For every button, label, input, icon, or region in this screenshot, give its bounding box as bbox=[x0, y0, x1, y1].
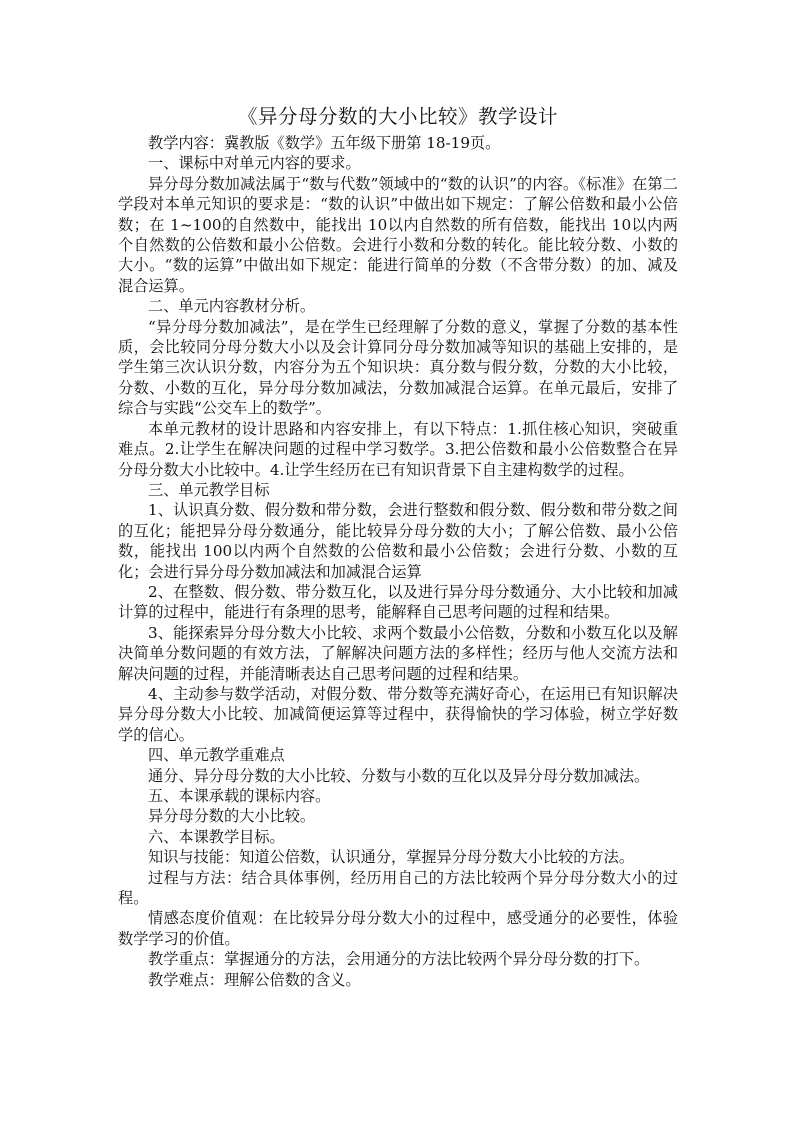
teaching-key-point: 教学重点：掌握通分的方法，会用通分的方法比较两个异分母分数的打下。 bbox=[148, 950, 650, 969]
paragraph-material-analysis: “异分母分数加减法”，是在学生已经理解了分数的意义，掌握了分数的基本性质，会比较同分母分数大小以及会计算同分母分数加减等知识的基础上安排的，是学生第三次认识分数，内容分为五个知识块：真分数与假分数，分数的大小比较，分数、小数的互化，异分母分数加减法，分数加减混合运算。在单元最后，安排了综合与实践“公交车上的数学”。 bbox=[118, 317, 678, 418]
section-heading-5: 五、本课承载的课标内容。 bbox=[148, 787, 331, 805]
teaching-difficulty: 教学难点：理解公倍数的含义。 bbox=[148, 970, 361, 989]
section-heading-6: 六、本课教学目标。 bbox=[148, 827, 285, 846]
section-heading-2: 二、单元内容教材分析。 bbox=[148, 297, 316, 316]
goal-item-1: 1、认识真分数、假分数和带分数，会进行整数和假分数、假分数和带分数之间的互化；能把异分母分数通分，能比较异分母分数的大小；了解公倍数、最小公倍数，能找出 100以内两个自然数的公倍数和最小公倍数；会进行分数、小数的互化；会进行异分母分数加减法和加减混合运算 bbox=[118, 501, 678, 581]
section-heading-1: 一、课标中对单元内容的要求。 bbox=[148, 154, 361, 173]
section-heading-3: 三、单元教学目标 bbox=[148, 480, 270, 499]
section-heading-4: 四、单元教学重难点 bbox=[148, 746, 285, 765]
objective-process-method: 过程与方法：结合具体事例，经历用自己的方法比较两个异分母分数大小的过程。 bbox=[118, 868, 678, 908]
paragraph-curriculum-requirements: 异分母分数加减法属于“数与代数”领域中的“数的认识”的内容。《标准》在第二学段对本单元知识的要求是：“数的认识”中做出如下规定：了解公倍数和最小公倍数；在 1~100的自然数中，能找出 10以内自然数的所有倍数，能找出 10以内两个自然数的公倍数和最小公倍数。会进行小数和分数的转化。能比较分数、小数的大小。“数的运算”中做出如下规定：能进行简单的分数（不含带分数）的加、减及混合运算。 bbox=[118, 174, 678, 295]
objective-knowledge-skills: 知识与技能：知道公倍数，认识通分，掌握异分母分数大小比较的方法。 bbox=[148, 848, 634, 867]
goal-item-3: 3、能探索异分母分数大小比较、求两个数最小公倍数，分数和小数互化以及解决简单分数问题的有效方法，了解解决问题方法的多样性；经历与他人交流方法和解决问题的过程，并能清晰表达自己思考问题的过程和结果。 bbox=[118, 623, 678, 683]
goal-item-4: 4、主动参与数学活动，对假分数、带分数等充满好奇心，在运用已有知识解决异分母分数大小比较、加减简便运算等过程中，获得愉快的学习体验，树立学好数学的信心。 bbox=[118, 684, 678, 744]
teaching-content-line: 教学内容：冀教版《数学》五年级下册第 18-19页。 bbox=[148, 134, 501, 152]
paragraph-design-features: 本单元教材的设计思路和内容安排上，有以下特点：1.抓住核心知识，突破重难点。2.让学生在解决问题的过程中学习数学。3.把公倍数和最小公倍数整合在异分母分数大小比较中。4.让学生经历在已有知识背景下自主建构数学的过程。 bbox=[118, 419, 678, 479]
document-title: 《异分母分数的大小比较》教学设计 bbox=[237, 105, 558, 128]
paragraph-lesson-content: 异分母分数的大小比较。 bbox=[148, 807, 316, 826]
objective-attitude-values: 情感态度价值观：在比较异分母分数大小的过程中，感受通分的必要性，体验数学学习的价值。 bbox=[118, 909, 678, 948]
paragraph-key-difficulties: 通分、异分母分数的大小比较、分数与小数的互化以及异分母分数加减法。 bbox=[148, 766, 650, 785]
goal-item-2: 2、在整数、假分数、带分数互化，以及进行异分母分数通分、大小比较和加减计算的过程中，能进行有条理的思考，能解释自己思考问题的过程和结果。 bbox=[118, 582, 678, 622]
document-body bbox=[118, 104, 678, 990]
